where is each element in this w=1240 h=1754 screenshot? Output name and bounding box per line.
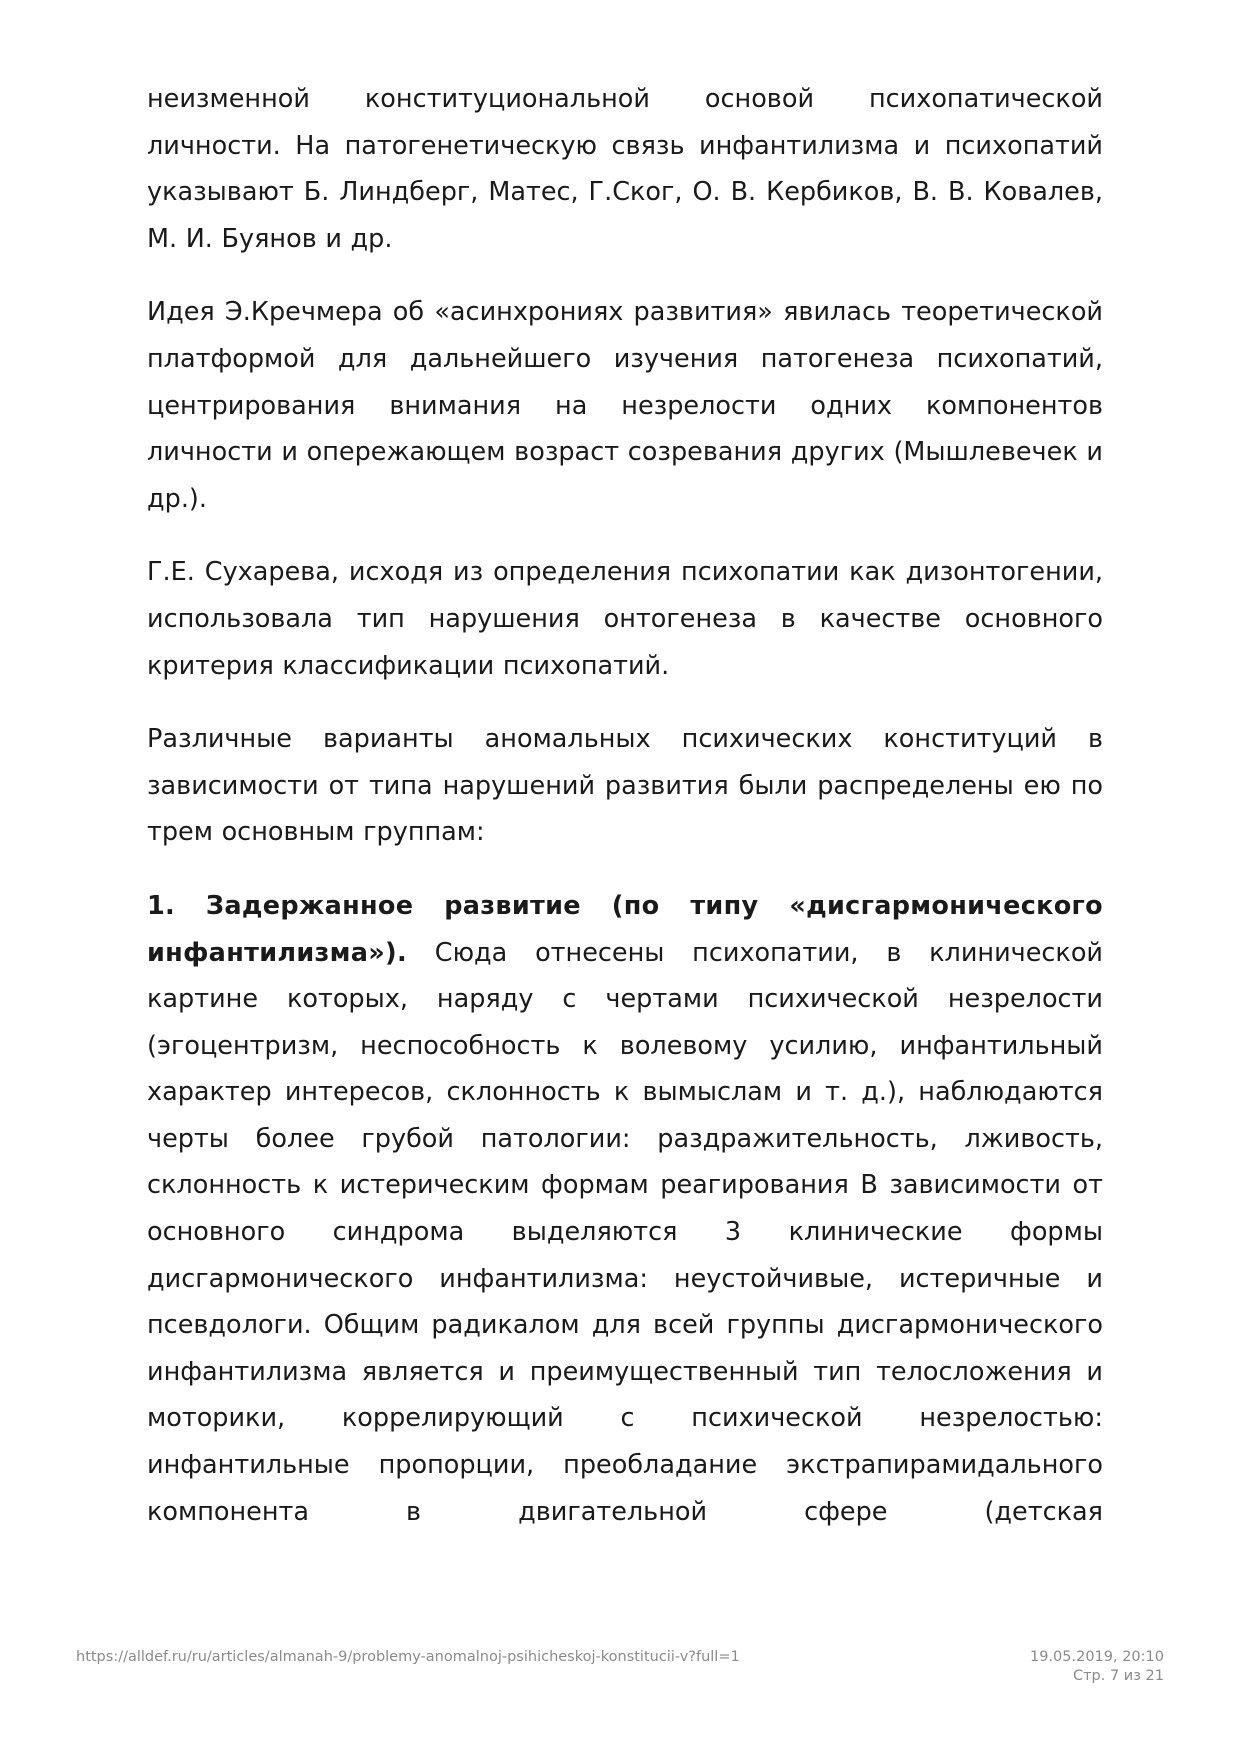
paragraph-3-text: Г.Е. Сухарева, исходя из определения психопатии как дизонтогении, использовала тип нарушения онтогенеза в качестве основного критерия классификации психопатий. <box>147 557 1103 681</box>
footer-meta <box>1030 1648 1164 1686</box>
section-heading-delayed-development: 1. Задержанное развитие (по типу «дисгармонического инфантилизма»). <box>147 890 1103 968</box>
paragraph-2-text: Идея Э.Кречмера об «асинхрониях развития» явилась теоретической платформой для дальнейшего изучения патогенеза психопатий, центрирования внимания на незрелости одних компонентов личности и опережающем возраст созревания других (Мышлевечек и др.). <box>147 297 1103 514</box>
paragraph-3 <box>147 549 1103 689</box>
paragraph-2 <box>147 289 1103 522</box>
source-url: https://alldef.ru/ru/articles/almanah-9/problemy-anomalnoj-psihicheskoj-konstitucii-v?full=1 <box>76 1649 740 1665</box>
paragraph-1-text: неизменной конституциональной основой психопатической личности. На патогенетическую связь инфантилизма и психопатий указывают Б. Линдберг, Матес, Г.Ског, О. В. Кербиков, В. В. Ковалев, М. И. Буянов и др. <box>147 84 1103 254</box>
paragraph-4 <box>147 716 1103 856</box>
paragraph-5-text: Сюда отнесены психопатии, в клинической картине которых, наряду с чертами психической незрелости (эгоцентризм, неспособность к волевому усилию, инфантильный характер интересов, склонность к вымыслам и т. д.), наблюдаются черты более грубой патологии: раздражительность, лживость, склонность к истерическим формам реагирования В зависимости от основного синдрома выделяются 3 клинические формы дисгармонического инфантилизма: неустойчивые, истеричные и псевдологи. Общим радикалом для всей группы дисгармонического инфантилизма является и преимущественный тип телосложения и моторики, коррелирующий с психической незрелостью: инфантильные пропорции, преобладание экстрапирамидального компонента в двигательной сфере (детская <box>147 937 1103 1527</box>
print-datetime: 19.05.2019, 20:10 <box>1029 1649 1164 1665</box>
paragraph-1 <box>147 76 1103 262</box>
page-number: Стр. 7 из 21 <box>1072 1668 1164 1684</box>
article-body <box>147 76 1103 1562</box>
paragraph-5 <box>147 883 1103 1535</box>
paragraph-4-text: Различные варианты аномальных психических конституций в зависимости от типа нарушений развития были распределены ею по трем основным группам: <box>147 724 1103 848</box>
